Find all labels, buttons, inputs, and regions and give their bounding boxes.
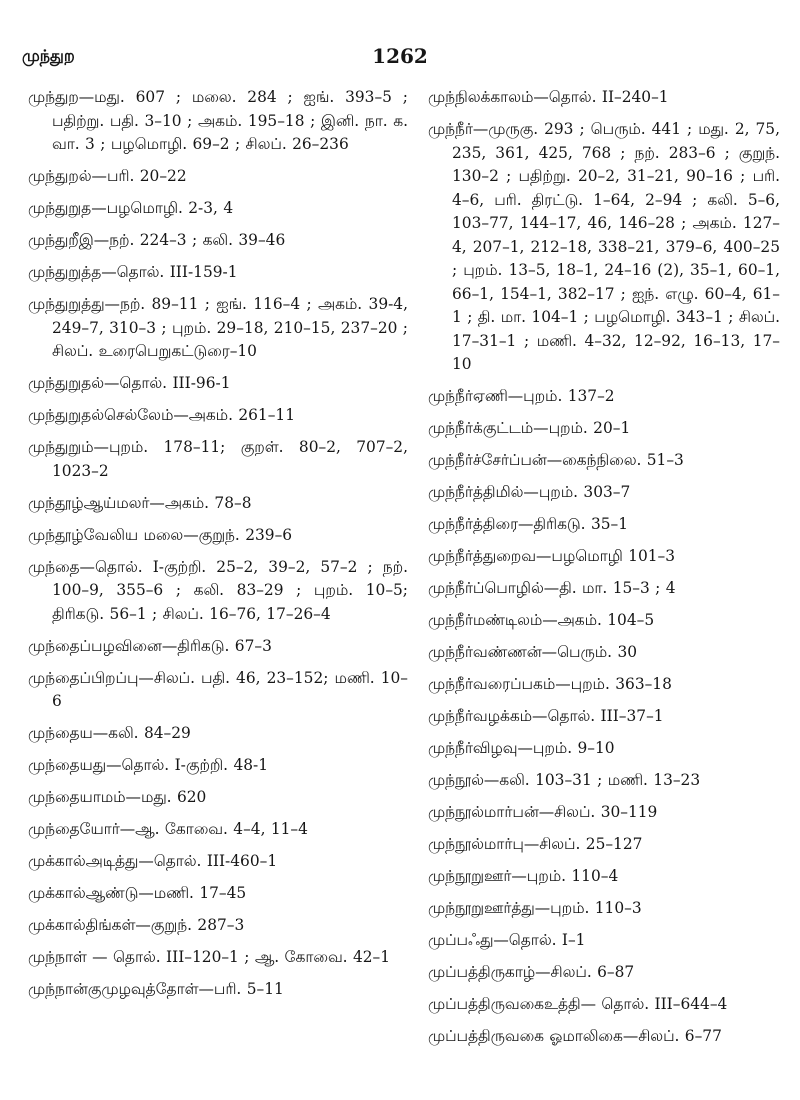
index-entry: முந்நீர்விழவு—புறம். 9–10 bbox=[428, 739, 615, 757]
index-entry: முக்கால்திங்கள்—குறுந். 287–3 bbox=[28, 916, 245, 934]
index-entry: முந்தைய—கலி. 84–29 bbox=[28, 724, 191, 742]
index-entry: முந்தையது—தொல். I-குற்றி. 48-1 bbox=[28, 756, 269, 774]
index-entry: முந்தை—தொல். I-குற்றி. 25–2, 39–2, 57–2 ; நற். 100–9, 355–6 ; கலி. 83–29 ; புறம். 10–5; திரிகடு. 56–1 ; சிலப். 16–76, 17–26–4 bbox=[28, 557, 408, 623]
index-entry: முந்துறுத்து—நற். 89–11 ; ஐங். 116–4 ; அகம். 39-4, 249–7, 310–3 ; புறம். 29–18, 210–15, 237–20 ; சிலப். உரைபெறுகட்டுரை–10 bbox=[28, 295, 408, 360]
index-entry: முந்நீர்—முருகு. 293 ; பெரும். 441 ; மது. 2, 75, 235, 361, 425, 768 ; நற். 283–6 ; குறுந். 130–2 ; பதிற்று. 20–2, 31–21, 90–16 ; பரி. 4–6, பரி. திரட்டு. 1–64, 2–94 ; கலி. 5–6, 103–77, 144–17, 46, 146–28 ; அகம். 127–4, 207–1, 212–18, 338–21, 379–6, 400–25 ; புறம். 13–5, 18–1, 24–16 (2), 35–1, 60–1, 66–1, 154–1, 382–17 ; ஐந். எழு. 60–4, 61–1 ; தி. மா. 104–1 ; பழமொழி. 343–1 ; சிலப். 17–31–1 ; மணி. 4–32, 12–92, 16–13, 17–10 bbox=[428, 120, 780, 373]
index-entry: முந்நீர்வண்ணன்—பெரும். 30 bbox=[428, 643, 638, 661]
index-entry: முந்நிலக்காலம்—தொல். II–240–1 bbox=[428, 88, 669, 106]
index-entry: முந்தையாமம்—மது. 620 bbox=[28, 788, 207, 806]
index-entry: முந்துறல்—பரி. 20–22 bbox=[28, 167, 187, 185]
index-entry: முந்துறுதல்செல்லேம்—அகம். 261–11 bbox=[28, 406, 296, 424]
index-entry: முந்நீர்ப்பொழில்—தி. மா. 15–3 ; 4 bbox=[428, 579, 676, 597]
index-entry: முந்நீர்மண்டிலம்—அகம். 104–5 bbox=[428, 611, 655, 629]
left-column bbox=[28, 86, 408, 1002]
right-column bbox=[428, 86, 780, 1049]
index-entry: முந்நான்குமுழவுத்தோள்—பரி. 5–11 bbox=[28, 980, 284, 998]
index-entry: முந்நாள் — தொல். III–120–1 ; ஆ. கோவை. 42–1 bbox=[28, 948, 391, 966]
column-gutter bbox=[414, 88, 415, 1058]
index-entry: முந்நீர்த்திமில்—புறம். 303–7 bbox=[428, 483, 631, 501]
index-entry: முந்தைப்பிறப்பு—சிலப். பதி. 46, 23–152; மணி. 10–6 bbox=[28, 668, 408, 710]
index-entry: முந்துற—மது. 607 ; மலை. 284 ; ஐங். 393–5 ; பதிற்று. பதி. 3–10 ; அகம். 195–18 ; இனி. நா. க. வா. 3 ; பழமொழி. 69–2 ; சிலப். 26–236 bbox=[28, 88, 408, 153]
index-entry: முப்பஃது—தொல். I–1 bbox=[428, 931, 586, 949]
index-entry: முந்நீர்ச்சேர்ப்பன்—கைந்நிலை. 51–3 bbox=[428, 451, 684, 469]
index-entry: முந்நீர்த்திரை—திரிகடு. 35–1 bbox=[428, 515, 629, 533]
index-entry: முந்நூல்மார்பு—சிலப். 25–127 bbox=[428, 835, 643, 853]
index-entry: முந்துறும்—புறம். 178–11; குறள். 80–2, 707–2, 1023–2 bbox=[28, 438, 408, 480]
page-number: 1262 bbox=[372, 44, 428, 68]
index-entry: முப்பத்திருகாழ்—சிலப். 6–87 bbox=[428, 963, 635, 981]
index-entry: முந்நூறுஊர்த்து—புறம். 110–3 bbox=[428, 899, 642, 917]
index-entry: முந்துறுத்த—தொல். III-159-1 bbox=[28, 263, 238, 281]
index-entry: முந்தூழ்வேலிய மலை—குறுந். 239–6 bbox=[28, 525, 293, 544]
index-entry: முந்நூல்—கலி. 103–31 ; மணி. 13–23 bbox=[428, 771, 701, 789]
index-entry: முந்நீர்ஏணி—புறம். 137–2 bbox=[428, 387, 615, 405]
index-entry: முக்கால்ஆண்டு—மணி. 17–45 bbox=[28, 884, 247, 902]
index-entry: முந்தையோர்—ஆ. கோவை. 4–4, 11–4 bbox=[28, 820, 308, 838]
index-entry: முந்நீர்வரைப்பகம்—புறம். 363–18 bbox=[428, 675, 672, 693]
index-entry: முந்நூல்மார்பன்—சிலப். 30–119 bbox=[428, 803, 658, 821]
index-entry: முந்நீர்த்துறைவ—பழமொழி 101–3 bbox=[428, 547, 676, 565]
index-entry: முக்கால்அடித்து—தொல். III-460–1 bbox=[28, 852, 278, 870]
index-entry: முந்துறுத—பழமொழி. 2-3, 4 bbox=[28, 199, 234, 217]
index-entry: முந்நீர்வழக்கம்—தொல். III–37–1 bbox=[428, 707, 664, 725]
index-entry: முந்துறுதல்—தொல். III-96-1 bbox=[28, 374, 231, 392]
index-entry: முந்தூழ்ஆய்மலர்—அகம். 78–8 bbox=[28, 493, 252, 512]
index-entry: முந்நூறுஊர்—புறம். 110–4 bbox=[428, 867, 619, 885]
index-entry: முப்பத்திருவகை ஓமாலிகை—சிலப். 6–77 bbox=[428, 1027, 722, 1045]
index-entry: முப்பத்திருவகைஉத்தி— தொல். III–644–4 bbox=[428, 995, 728, 1013]
running-head: முந்துற bbox=[22, 46, 75, 65]
index-entry: முந்தைப்பழவினை—திரிகடு. 67–3 bbox=[28, 636, 272, 655]
index-entry: முந்துறீஇ—நற். 224–3 ; கலி. 39–46 bbox=[28, 231, 286, 249]
index-entry: முந்நீர்க்குட்டம்—புறம். 20–1 bbox=[428, 419, 631, 437]
